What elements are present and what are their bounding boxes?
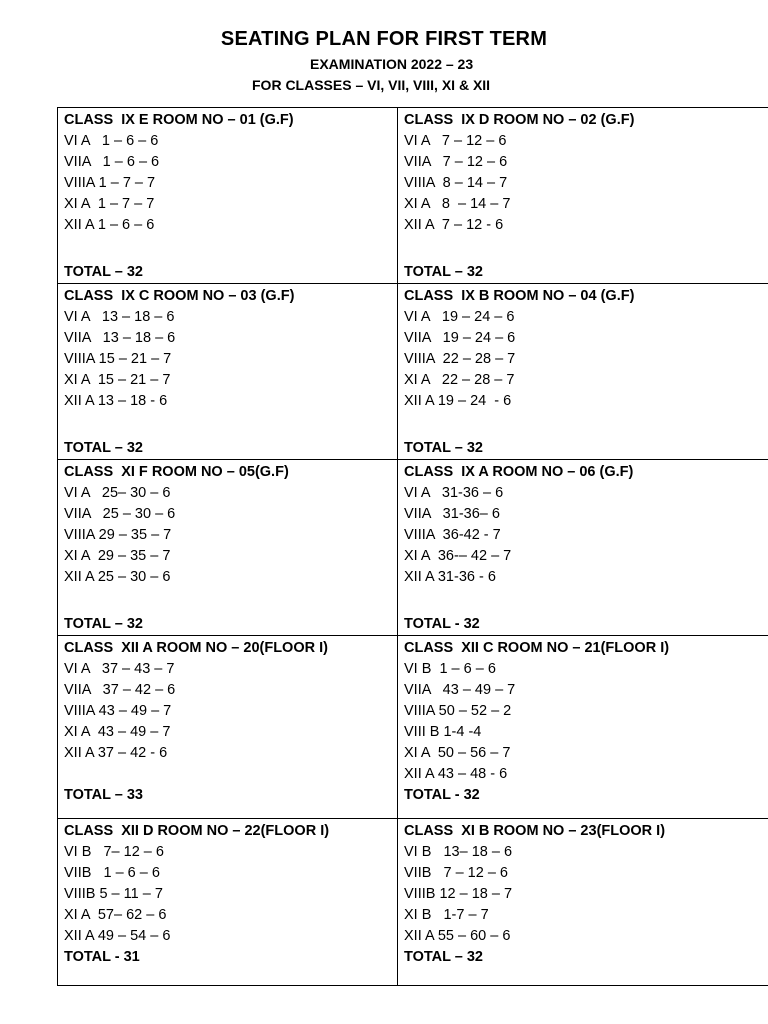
class-line: VI A 31-36 – 6: [404, 485, 504, 501]
class-line: VI B 1 – 6 – 6: [404, 661, 496, 677]
room-header: CLASS IX D ROOM NO – 02 (G.F): [404, 112, 635, 128]
table-row: [58, 460, 768, 636]
class-line: VIIIA 8 – 14 – 7: [404, 175, 508, 191]
room-total: TOTAL – 32: [64, 616, 143, 632]
room-cell: [58, 819, 398, 986]
class-line: VIIA 43 – 49 – 7: [404, 682, 516, 698]
class-line: XI A 8 – 14 – 7: [404, 196, 511, 212]
room-total: TOTAL – 32: [64, 440, 143, 456]
class-line: VI A 1 – 6 – 6: [64, 133, 159, 149]
class-line: VIIA 7 – 12 – 6: [404, 154, 508, 170]
class-line: XI B 1-7 – 7: [404, 907, 489, 923]
table-row: [58, 284, 768, 460]
room-cell: [398, 819, 768, 986]
room-cell: [58, 108, 398, 284]
class-line: VIIIA 15 – 21 – 7: [64, 351, 172, 367]
room-header: CLASS XI B ROOM NO – 23(FLOOR I): [404, 823, 666, 839]
class-line: XII A 55 – 60 – 6: [404, 928, 511, 944]
room-cell: [58, 460, 398, 636]
room-header: CLASS XII A ROOM NO – 20(FLOOR I): [64, 640, 328, 656]
room-header: CLASS XII C ROOM NO – 21(FLOOR I): [404, 640, 670, 656]
room-cell: [398, 636, 768, 819]
class-line: VI A 37 – 43 – 7: [64, 661, 175, 677]
class-line: XII A 25 – 30 – 6: [64, 569, 171, 585]
class-line: VIIIA 29 – 35 – 7: [64, 527, 172, 543]
class-line: XI A 22 – 28 – 7: [404, 372, 515, 388]
class-line: VI B 13– 18 – 6: [404, 844, 513, 860]
class-line: VIIIA 22 – 28 – 7: [404, 351, 516, 367]
class-line: XII A 7 – 12 - 6: [404, 217, 504, 233]
room-total: TOTAL – 32: [404, 264, 483, 280]
class-line: XII A 43 – 48 - 6: [404, 766, 508, 782]
room-total: TOTAL - 32: [404, 616, 480, 632]
class-line: XII A 31-36 - 6: [404, 569, 496, 585]
class-line: VIIIA 50 – 52 – 2: [404, 703, 512, 719]
examination-year: EXAMINATION 2022 – 23: [310, 56, 474, 72]
room-header: CLASS IX E ROOM NO – 01 (G.F): [64, 112, 294, 128]
class-line: XI A 50 – 56 – 7: [404, 745, 511, 761]
class-line: VIIIB 5 – 11 – 7: [64, 886, 163, 902]
class-line: XI A 43 – 49 – 7: [64, 724, 171, 740]
class-line: XII A 49 – 54 – 6: [64, 928, 171, 944]
room-cell: [58, 284, 398, 460]
document-title: SEATING PLAN FOR FIRST TERM: [220, 28, 548, 50]
class-line: VI B 7– 12 – 6: [64, 844, 164, 860]
class-line: VIII B 1-4 -4: [404, 724, 482, 740]
room-cell: [398, 108, 768, 284]
room-header: CLASS IX B ROOM NO – 04 (G.F): [404, 288, 635, 304]
class-line: VIIA 19 – 24 – 6: [404, 330, 516, 346]
room-total: TOTAL - 31: [64, 949, 140, 965]
room-total: TOTAL – 32: [404, 949, 483, 965]
class-line: XI A 15 – 21 – 7: [64, 372, 171, 388]
class-line: VIIA 37 – 42 – 6: [64, 682, 176, 698]
class-line: VI A 7 – 12 – 6: [404, 133, 507, 149]
class-line: VIIIA 1 – 7 – 7: [64, 175, 156, 191]
classes-line: FOR CLASSES – VI, VII, VIII, XI & XII: [252, 77, 491, 93]
room-total: TOTAL – 33: [64, 787, 143, 803]
class-line: XII A 1 – 6 – 6: [64, 217, 155, 233]
class-line: VIIB 7 – 12 – 6: [404, 865, 508, 881]
class-line: XI A 29 – 35 – 7: [64, 548, 171, 564]
class-line: VIIB 1 – 6 – 6: [64, 865, 160, 881]
room-header: CLASS XII D ROOM NO – 22(FLOOR I): [64, 823, 330, 839]
seating-plan-table: [57, 107, 768, 986]
class-line: XII A 19 – 24 - 6: [404, 393, 512, 409]
class-line: VI A 19 – 24 – 6: [404, 309, 515, 325]
class-line: XI A 57– 62 – 6: [64, 907, 167, 923]
class-line: VIIA 25 – 30 – 6: [64, 506, 176, 522]
room-cell: [58, 636, 398, 819]
class-line: VI A 25– 30 – 6: [64, 485, 171, 501]
class-line: VIIA 1 – 6 – 6: [64, 154, 160, 170]
class-line: XII A 13 – 18 - 6: [64, 393, 168, 409]
spacer: [64, 764, 391, 785]
class-line: XII A 37 – 42 - 6: [64, 745, 168, 761]
class-line: VIIA 31-36– 6: [404, 506, 500, 522]
room-header: CLASS IX C ROOM NO – 03 (G.F): [64, 288, 295, 304]
table-row: [58, 108, 768, 284]
room-total: TOTAL – 32: [404, 440, 483, 456]
table-row: [58, 819, 768, 986]
room-cell: [398, 284, 768, 460]
room-total: TOTAL – 32: [64, 264, 143, 280]
class-line: VIIIA 36-42 - 7: [404, 527, 501, 543]
class-line: XI A 36-– 42 – 7: [404, 548, 512, 564]
class-line: VIIIB 12 – 18 – 7: [404, 886, 513, 902]
room-cell: [398, 460, 768, 636]
room-total: TOTAL - 32: [404, 787, 480, 803]
table-row: [58, 636, 768, 819]
class-line: XI A 1 – 7 – 7: [64, 196, 155, 212]
class-line: VIIA 13 – 18 – 6: [64, 330, 176, 346]
room-header: CLASS XI F ROOM NO – 05(G.F): [64, 464, 289, 480]
room-header: CLASS IX A ROOM NO – 06 (G.F): [404, 464, 634, 480]
class-line: VIIIA 43 – 49 – 7: [64, 703, 172, 719]
class-line: VI A 13 – 18 – 6: [64, 309, 175, 325]
